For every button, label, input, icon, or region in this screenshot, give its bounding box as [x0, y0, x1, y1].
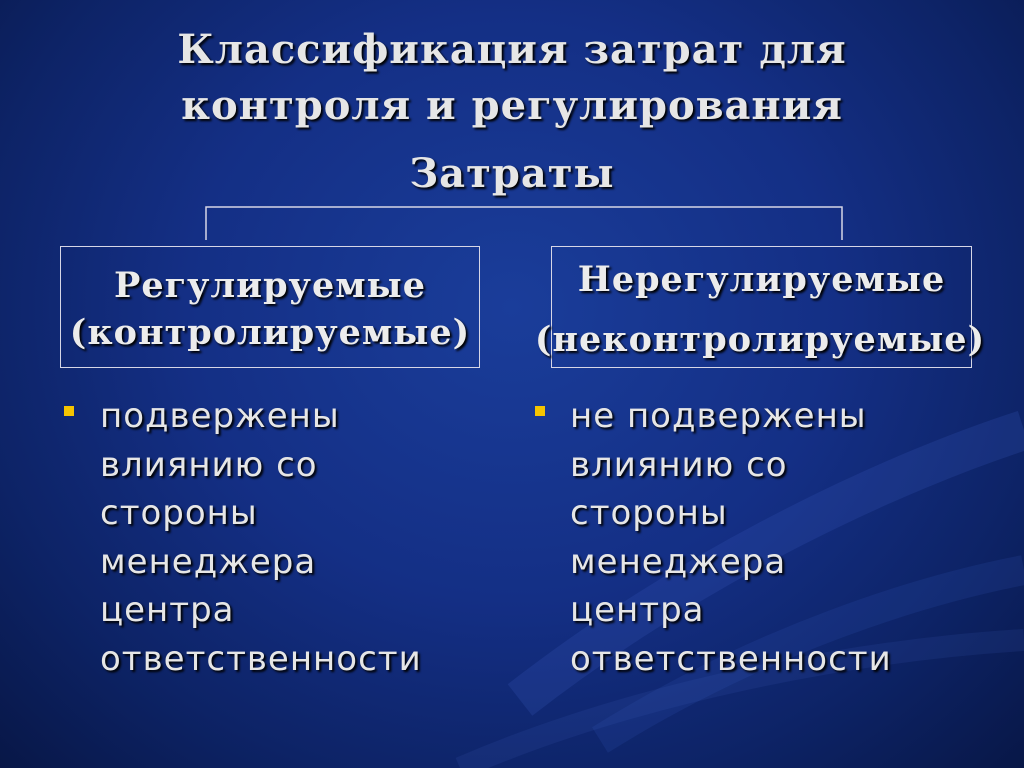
- right-bullet-text: [570, 392, 892, 683]
- left-bullet-line: стороны: [100, 493, 258, 533]
- left-bullet-line: влиянию со: [100, 444, 318, 485]
- left-bullet-icon: [64, 406, 74, 416]
- left-bullet-line: менеджера: [100, 541, 317, 582]
- right-bullet-line: центра: [570, 590, 705, 630]
- left-bullet-text: [100, 392, 422, 683]
- left-bullet-line: подвержены: [100, 396, 340, 436]
- slide-title: [0, 22, 1024, 134]
- right-bullet-line: не подвержены: [570, 396, 867, 436]
- left-bullet-line: ответственности: [100, 638, 422, 679]
- right-bullet-line: стороны: [570, 493, 728, 533]
- right-bullet-line: менеджера: [570, 541, 787, 582]
- right-bullet-icon: [535, 406, 545, 416]
- title-line-2: контроля и регулирования: [181, 82, 843, 129]
- right-heading-line-1: Нерегулируемые: [577, 259, 946, 300]
- right-bullet-line: ответственности: [570, 638, 892, 679]
- left-bullet-line: центра: [100, 590, 235, 630]
- root-node-label: Затраты: [409, 150, 615, 197]
- title-line-1: Классификация затрат для: [177, 26, 847, 73]
- right-heading-line-2: (неконтролируемые): [534, 319, 986, 360]
- left-heading-line-1: Регулируемые: [114, 265, 426, 306]
- left-heading-line-2: (контролируемые): [69, 312, 471, 353]
- right-bullet-line: влиянию со: [570, 444, 788, 485]
